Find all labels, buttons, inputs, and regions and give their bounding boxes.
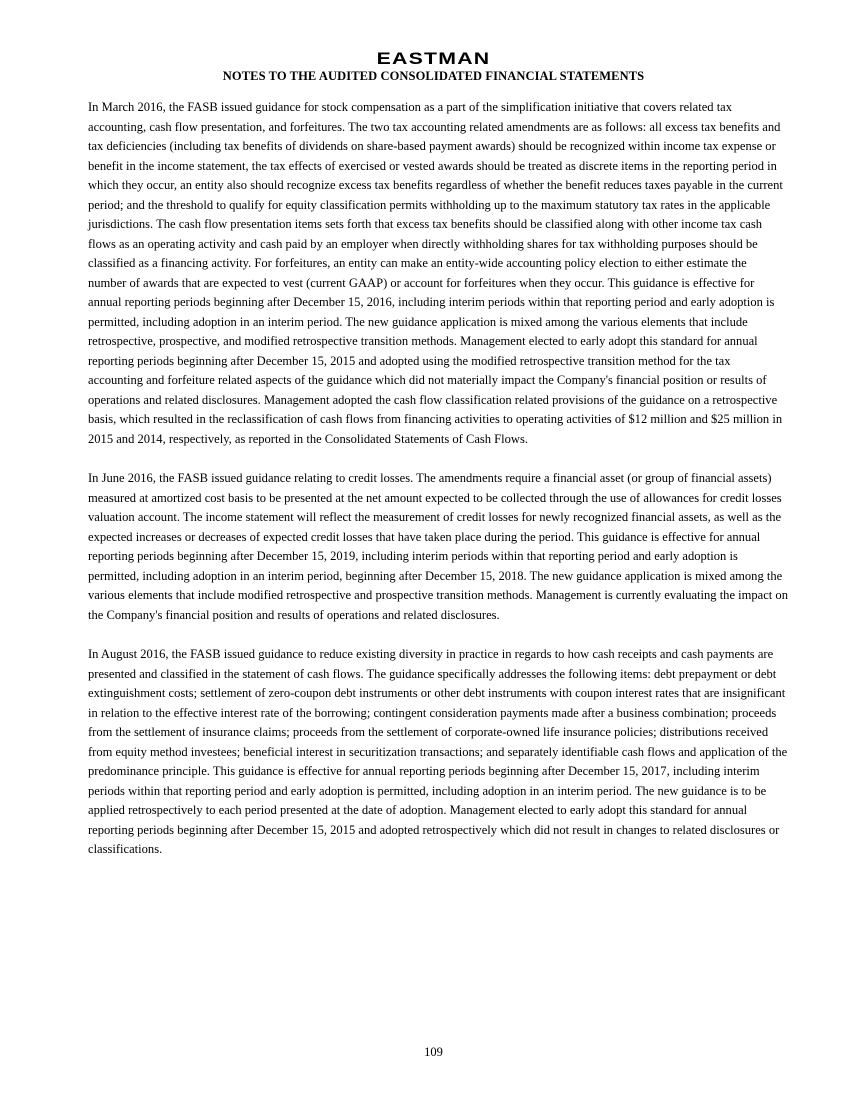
paragraph-stock-compensation: In March 2016, the FASB issued guidance for stock compensation as a part of the simplification initiative that covers related tax accounting, cash flow presentation, and forfeitures. The two tax accounting related amendments are as follows: all excess tax benefits and tax deficiencies (including tax benefits of dividends on share-based payment awards) should be recognized within income tax expense or benefit in the income statement, the tax effects of exercised or vested awards should be treated as discrete items in the reporting period in which they occur, an entity also should recognize excess tax benefits regardless of whether the benefit reduces taxes payable in the current period; and the threshold to qualify for equity classification permits withholding up to the maximum statutory tax rates in the applicable jurisdictions. The cash flow presentation items sets forth that excess tax benefits should be classified along with other income tax cash flows as an operating activity and cash paid by an employer when directly withholding shares for tax withholding purposes should be classified as a financing activity. For forfeitures, an entity can make an entity-wide accounting policy election to either estimate the number of awards that are expected to vest (current GAAP) or account for forfeitures when they occur. This guidance is effective for annual reporting periods beginning after December 15, 2016, including interim periods within that reporting period and early adoption is permitted, including adoption in an interim period. The new guidance application is mixed among the various elements that include retrospective, prospective, and modified retrospective transition methods. Management elected to early adopt this standard for annual reporting periods beginning after December 15, 2015 and adopted using the modified retrospective transition method for the tax accounting and forfeiture related aspects of the guidance which did not materially impact the Company's financial position or results of operations and related disclosures. Management adopted the cash flow classification related provisions of the guidance on a retrospective basis, which resulted in the reclassification of cash flows from financing activities to operating activities of $12 million and $25 million in 2015 and 2014, respectively, as reported in the Consolidated Statements of Cash Flows. bbox=[88, 100, 783, 446]
body-text bbox=[88, 98, 788, 880]
paragraph-credit-losses: In June 2016, the FASB issued guidance relating to credit losses. The amendments require a financial asset (or group of financial assets) measured at amortized cost basis to be presented at the net amount expected to be collected through the use of allowances for credit losses valuation account. The income statement will reflect the measurement of credit losses for newly recognized financial assets, as well as the expected increases or decreases of expected credit losses that have taken place during the period. This guidance is effective for annual reporting periods beginning after December 15, 2019, including interim periods within that reporting period and early adoption is permitted, including adoption in an interim period, beginning after December 15, 2018. The new guidance application is mixed among the various elements that include modified retrospective and prospective transition methods. Management is currently evaluating the impact on the Company's financial position and results of operations and related disclosures. bbox=[88, 471, 788, 622]
company-logo: EASTMAN bbox=[376, 49, 491, 68]
paragraph-cash-flows: In August 2016, the FASB issued guidance to reduce existing diversity in practice in regards to how cash receipts and cash payments are presented and classified in the statement of cash flows. The guidance specifically addresses the following items: debt prepayment or debt extinguishment costs; settlement of zero-coupon debt instruments or other debt instruments with coupon interest rates that are insignificant in relation to the effective interest rate of the borrowing; contingent consideration payments made after a business combination; proceeds from the settlement of insurance claims; proceeds from the settlement of corporate-owned life insurance policies; distributions received from equity method investees; beneficial interest in securitization transactions; and separately identifiable cash flows and application of the predominance principle. This guidance is effective for annual reporting periods beginning after December 15, 2017, including interim periods within that reporting period and early adoption is permitted, including adoption in an interim period. The new guidance is to be applied retrospectively to each period presented at the date of adoption. Management elected to early adopt this standard for annual reporting periods beginning after December 15, 2015 and adopted retrospectively which did not result in changes to related disclosures or classifications. bbox=[88, 647, 788, 856]
page-number: 109 bbox=[424, 1045, 443, 1059]
page-title: NOTES TO THE AUDITED CONSOLIDATED FINANCIAL STATEMENTS bbox=[222, 69, 645, 83]
